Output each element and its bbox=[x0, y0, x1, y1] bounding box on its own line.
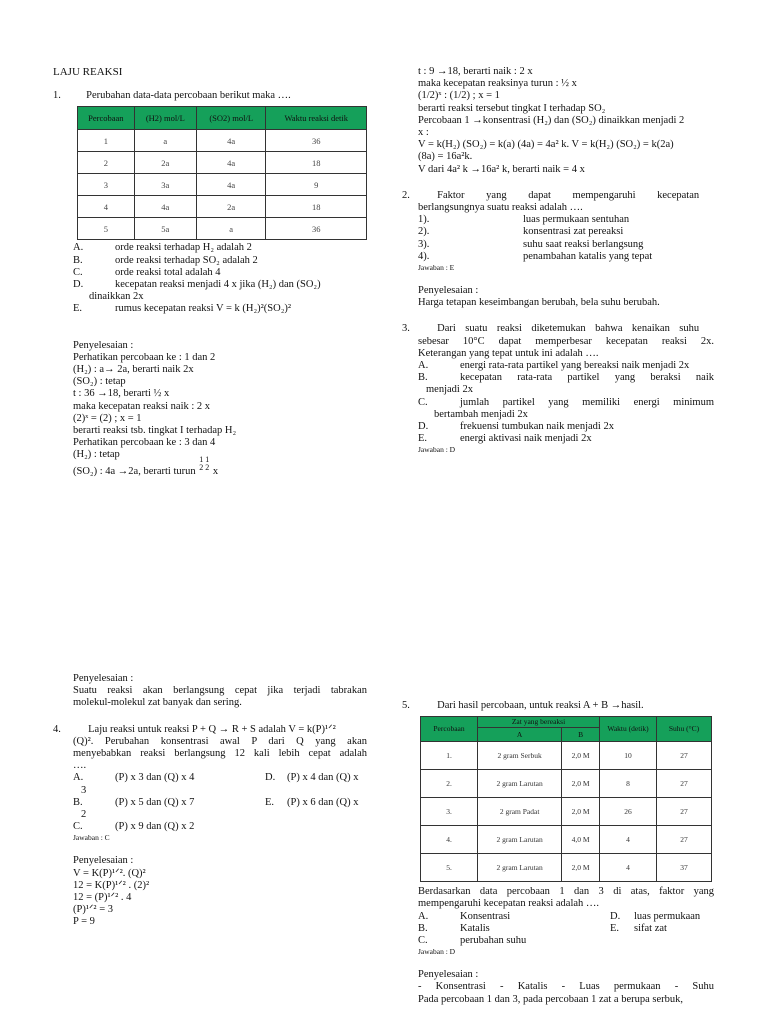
option-text: frekuensi tumbukan naik menjadi 2x bbox=[460, 421, 614, 433]
q5-table-header bbox=[421, 717, 712, 728]
q2-block bbox=[402, 190, 714, 310]
table-cell: 2. bbox=[421, 770, 478, 798]
solution-line: t : 9 →18, berarti naik : 2 x bbox=[418, 66, 533, 77]
solution-line: Perhatikan percobaan ke : 3 dan 4 bbox=[73, 437, 216, 449]
table-row bbox=[78, 152, 367, 174]
list-item bbox=[418, 214, 714, 226]
option-text: Katalis bbox=[460, 922, 490, 934]
fraction-half bbox=[199, 456, 203, 472]
solution-line: V = k(H₂) (SO₂) = k(a) (4a) = 4a² k. V = k(H₂) (SO₂) = k(2a) bbox=[418, 139, 674, 151]
frac-numerator: 1 bbox=[205, 455, 210, 465]
list-item bbox=[418, 239, 714, 251]
table-cell: 36 bbox=[266, 130, 367, 152]
table-cell: 2 gram Serbuk bbox=[478, 742, 562, 770]
table-cell: 2 bbox=[78, 152, 135, 174]
q4-text-4: …. bbox=[73, 760, 87, 772]
q2-text-1: Faktor yang dapat mempengaruhi kecepatan bbox=[437, 189, 700, 201]
frac-denominator: 2 bbox=[199, 463, 204, 473]
option-text: orde reaksi total adalah 4 bbox=[115, 266, 221, 278]
q5-body bbox=[402, 886, 714, 1006]
table-cell: 2 gram Larutan bbox=[478, 826, 562, 854]
q5-text: Dari hasil percobaan, untuk reaksi A + B →hasil. bbox=[437, 700, 644, 711]
q1-table bbox=[77, 106, 367, 240]
q4-text-2: (Q)². Perubahan konsentrasi awal P dari Q yang akan bbox=[73, 735, 367, 747]
page-title: LAJU REAKSI bbox=[53, 66, 123, 78]
option-key: E. bbox=[265, 796, 275, 808]
option-text: kecepatan rata-rata partikel yang beraksi naik bbox=[460, 372, 714, 384]
option-key: B. bbox=[418, 922, 428, 934]
solution-line: V dari 4a² k →16a² k, berarti naik = 4 x bbox=[418, 163, 585, 175]
q3-number: 3. bbox=[402, 323, 410, 335]
option-key: B. bbox=[73, 254, 83, 266]
table-row bbox=[421, 854, 712, 882]
table-cell: a bbox=[134, 130, 196, 152]
solution-line: (SO₂) : tetap bbox=[73, 376, 126, 388]
table-row bbox=[78, 218, 367, 240]
q3-text-2: sebesar 10°C dapat memperbesar kecepatan reaksi 2x. bbox=[418, 335, 714, 347]
q5-options-row bbox=[418, 911, 714, 923]
table-cell: 2 gram Padat bbox=[478, 798, 562, 826]
table-cell: 18 bbox=[266, 152, 367, 174]
option-key: D. bbox=[418, 421, 429, 433]
option-text: (P) x 9 dan (Q) x 2 bbox=[115, 821, 195, 833]
option-text: energi rata-rata partikel yang bereaksi naik menjadi 2x bbox=[460, 360, 690, 372]
table-row bbox=[421, 742, 712, 770]
item-text: konsentrasi zat pereaksi bbox=[523, 226, 624, 238]
option-key: E. bbox=[418, 433, 428, 445]
option-key: B. bbox=[418, 372, 428, 384]
q1-option-d-cont: dinaikkan 2x bbox=[89, 291, 144, 303]
table-cell: 9 bbox=[266, 174, 367, 196]
q1-solution bbox=[73, 340, 367, 478]
solution-line: Perhatikan percobaan ke : 1 dan 2 bbox=[73, 351, 216, 363]
frac-numerator: 1 bbox=[199, 455, 204, 465]
so2-text: (SO₂) : 4a →2a, berarti turun bbox=[73, 465, 196, 477]
table-cell: 2,0 M bbox=[562, 854, 600, 882]
bottom-right-column bbox=[402, 700, 714, 1006]
q1-table-header bbox=[78, 107, 367, 130]
table-cell: 2,0 M bbox=[562, 798, 600, 826]
table-cell: 27 bbox=[657, 770, 712, 798]
q3-option-b-cont: menjadi 2x bbox=[426, 384, 473, 396]
header-cell: Percobaan bbox=[421, 717, 478, 742]
option-key: C. bbox=[73, 266, 83, 278]
q5-options-row bbox=[418, 923, 714, 935]
q1-header-cell: (SO2) mol/L bbox=[196, 107, 266, 130]
solution-line: t : 36 →18, berarti ½ x bbox=[73, 388, 170, 400]
q4-options-row1b: 3 bbox=[81, 784, 87, 796]
q1-text: Perubahan data-data percobaan berikut maka …. bbox=[86, 90, 291, 102]
table-cell: 27 bbox=[657, 826, 712, 854]
q2-answer: Jawaban : E bbox=[418, 263, 455, 273]
table-cell: 3 bbox=[78, 174, 135, 196]
q4-body bbox=[53, 736, 367, 929]
q3-options bbox=[402, 360, 714, 455]
q5-table bbox=[420, 716, 712, 882]
item-num: 4). bbox=[418, 250, 430, 262]
table-cell: 2a bbox=[134, 152, 196, 174]
item-text: penambahan katalis yang tepat bbox=[523, 250, 653, 262]
q3-question-line1 bbox=[402, 323, 714, 335]
option-key: A. bbox=[418, 910, 429, 922]
q3-block bbox=[402, 323, 714, 455]
solution-line: (H₂) : a→ 2a, berarti naik 2x bbox=[73, 364, 194, 376]
q1-option-e bbox=[73, 303, 367, 315]
solution-line: P = 9 bbox=[73, 916, 95, 928]
option-text: (P) x 4 dan (Q) x bbox=[287, 772, 359, 784]
solution-line: 12 = K(P)¹ᐟ² . (2)² bbox=[73, 879, 150, 891]
table-cell: 5a bbox=[134, 218, 196, 240]
option-text: sifat zat bbox=[634, 922, 667, 934]
table-cell: 4 bbox=[78, 196, 135, 218]
table-row bbox=[421, 826, 712, 854]
solution-line: Penyelesaian : bbox=[73, 339, 134, 351]
q3-option-b bbox=[418, 372, 714, 384]
option-text: energi aktivasi naik menjadi 2x bbox=[460, 433, 592, 445]
table-cell: 5 bbox=[78, 218, 135, 240]
solution-line: maka kecepatan reaksinya turun : ½ x bbox=[418, 78, 577, 90]
q2-solution: Harga tetapan keseimbangan berubah, bela suhu berubah. bbox=[418, 297, 660, 309]
option-key: D. bbox=[265, 772, 276, 784]
option-key: E. bbox=[610, 922, 620, 934]
solution-line: (H₂) : tetap bbox=[73, 449, 120, 461]
item-num: 1). bbox=[418, 214, 430, 226]
option-key: B. bbox=[73, 796, 83, 808]
table-cell: 36 bbox=[266, 218, 367, 240]
q5-after-1: Berdasarkan data percobaan 1 dan 3 di atas, faktor yang bbox=[418, 886, 714, 898]
q4-number: 4. bbox=[53, 723, 61, 735]
q5-number: 5. bbox=[402, 700, 410, 711]
table-cell: 3. bbox=[421, 798, 478, 826]
q3-option-a bbox=[418, 360, 714, 372]
q1-number: 1. bbox=[53, 90, 61, 102]
header-cell: Suhu (°C) bbox=[657, 717, 712, 742]
table-row bbox=[78, 174, 367, 196]
q3-solution bbox=[73, 673, 367, 710]
solution-line: berarti reaksi tsb. tingkat I terhadap H₂ bbox=[73, 425, 237, 437]
table-cell: 4a bbox=[196, 174, 266, 196]
solution-line: Penyelesaian : bbox=[73, 855, 134, 867]
q1-option-a bbox=[73, 242, 367, 254]
q1-header-cell: Percobaan bbox=[78, 107, 135, 130]
q1-option-d bbox=[73, 279, 367, 291]
option-text: kecepatan reaksi menjadi 4 x jika (H₂) dan (SO₂) bbox=[115, 279, 321, 291]
q3-option-e bbox=[418, 433, 714, 445]
q1-option-c bbox=[73, 267, 367, 279]
option-key: A. bbox=[418, 360, 429, 372]
q4-block bbox=[53, 724, 367, 929]
q1-header-cell: Waktu reaksi detik bbox=[266, 107, 367, 130]
table-cell: 18 bbox=[266, 196, 367, 218]
table-cell: 4a bbox=[134, 196, 196, 218]
option-key: A. bbox=[73, 242, 84, 254]
q1-header-cell: (H2) mol/L bbox=[134, 107, 196, 130]
table-cell: 2 gram Larutan bbox=[478, 770, 562, 798]
left-column bbox=[53, 66, 367, 478]
solution-line: (P)¹ᐟ² = 3 bbox=[73, 904, 113, 916]
q5-solution-1: - Konsentrasi - Katalis - Luas permukaan - Suhu bbox=[418, 981, 714, 993]
q3-option-d bbox=[418, 421, 714, 433]
option-key: C. bbox=[418, 396, 428, 408]
table-cell: 4a bbox=[196, 152, 266, 174]
q5-options-row bbox=[418, 935, 714, 947]
header-cell: Waktu (detik) bbox=[600, 717, 657, 742]
solution-line: (8a) = 16a²k. bbox=[418, 151, 473, 163]
item-num: 3). bbox=[418, 238, 430, 250]
q3-answer: Jawaban : D bbox=[418, 445, 456, 455]
q5-answer: Jawaban : D bbox=[418, 947, 456, 957]
q3-text-1: Dari suatu reaksi diketemukan bahwa kenaikan suhu bbox=[437, 323, 700, 335]
solution-line: (1/2)ˣ : (1/2) ; x = 1 bbox=[418, 90, 500, 102]
list-item bbox=[418, 226, 714, 238]
q3-solution-line2: molekul-molekul zat banyak dan sering. bbox=[73, 697, 242, 709]
option-key: E. bbox=[73, 303, 83, 315]
table-row bbox=[421, 770, 712, 798]
q3-option-c bbox=[418, 397, 714, 409]
q2-number: 2. bbox=[402, 189, 410, 201]
table-cell: 27 bbox=[657, 798, 712, 826]
option-text: perubahan suhu bbox=[460, 935, 527, 947]
header-cell: B bbox=[562, 728, 600, 742]
table-cell: 4. bbox=[421, 826, 478, 854]
option-text: Konsentrasi bbox=[460, 910, 511, 922]
q2-question-line1 bbox=[402, 190, 714, 202]
fraction-half bbox=[205, 456, 209, 472]
solution-line: berarti reaksi tersebut tingkat I terhadap SO₂ bbox=[418, 102, 606, 114]
option-text: (P) x 3 dan (Q) x 4 bbox=[115, 772, 195, 784]
item-num: 2). bbox=[418, 226, 430, 238]
table-cell: 4,0 M bbox=[562, 826, 600, 854]
bottom-left-column bbox=[53, 673, 367, 929]
table-row bbox=[78, 196, 367, 218]
option-text: (P) x 6 dan (Q) x bbox=[287, 796, 359, 808]
option-key: D. bbox=[73, 279, 84, 291]
table-cell: 4 bbox=[600, 854, 657, 882]
table-cell: 3a bbox=[134, 174, 196, 196]
q4-text-1: Laju reaksi untuk reaksi P + Q → R + S adalah V = k(P)¹ᐟ² bbox=[88, 723, 336, 735]
q5-solution-title: Penyelesaian : bbox=[418, 969, 479, 981]
option-text: luas permukaan bbox=[634, 910, 701, 922]
q4-question-line1 bbox=[53, 724, 367, 736]
table-cell: 1. bbox=[421, 742, 478, 770]
q2-items bbox=[402, 214, 714, 309]
q1-question bbox=[53, 90, 367, 102]
option-key: D. bbox=[610, 910, 621, 922]
q3-text-3: Keterangan yang tepat untuk ini adalah …. bbox=[418, 347, 599, 359]
right-column bbox=[402, 66, 714, 455]
table-cell: 37 bbox=[657, 854, 712, 882]
table-cell: 10 bbox=[600, 742, 657, 770]
option-text: (P) x 5 dan (Q) x 7 bbox=[115, 796, 195, 808]
table-cell: 2a bbox=[196, 196, 266, 218]
table-cell: 1 bbox=[78, 130, 135, 152]
q2-solution-title: Penyelesaian : bbox=[418, 285, 479, 297]
table-cell: a bbox=[196, 218, 266, 240]
option-text: orde reaksi terhadap H₂ adalah 2 bbox=[115, 242, 252, 254]
header-cell: A bbox=[478, 728, 562, 742]
solution-line: maka kecepatan reaksi naik : 2 x bbox=[73, 400, 211, 412]
q1-option-b bbox=[73, 255, 367, 267]
q3-option-c-cont: bertambah menjadi 2x bbox=[434, 408, 528, 420]
q3-solution-title: Penyelesaian : bbox=[73, 673, 134, 684]
option-key: C. bbox=[73, 821, 83, 833]
option-text: orde reaksi terhadap SO₂ adalah 2 bbox=[115, 254, 258, 266]
q4-options-row2b: 2 bbox=[81, 809, 87, 821]
solution-line: Percobaan 1 →konsentrasi (H₂) dan (SO₂) dinaikkan menjadi 2 bbox=[418, 114, 685, 126]
table-cell: 27 bbox=[657, 742, 712, 770]
q5-solution-2: Pada percobaan 1 dan 3, pada percobaan 1 zat a berupa serbuk, bbox=[418, 993, 684, 1005]
q5-after-2: mempengaruhi kecepatan reaksi adalah …. bbox=[418, 898, 600, 910]
table-cell: 5. bbox=[421, 854, 478, 882]
solution-line: (2)ˣ = (2) ; x = 1 bbox=[73, 412, 142, 424]
q4-options-row2 bbox=[73, 797, 367, 809]
item-text: suhu saat reaksi berlangsung bbox=[523, 238, 644, 250]
table-row bbox=[78, 130, 367, 152]
item-text: luas permukaan sentuhan bbox=[523, 214, 630, 226]
solution-line: x : bbox=[418, 127, 429, 139]
q4-options-row3 bbox=[73, 821, 367, 833]
q5-question bbox=[402, 700, 714, 712]
table-cell: 4a bbox=[196, 130, 266, 152]
list-item bbox=[418, 251, 714, 263]
q4-answer: Jawaban : C bbox=[73, 833, 110, 843]
table-cell: 2,0 M bbox=[562, 742, 600, 770]
table-cell: 4 bbox=[600, 826, 657, 854]
q4-text-3: menyebabkan reaksi berlangsung 12 kali lebih cepat adalah bbox=[73, 748, 367, 760]
table-cell: 8 bbox=[600, 770, 657, 798]
solution-line: V = K(P)¹ᐟ². (Q)² bbox=[73, 867, 146, 879]
frac-denominator: 2 bbox=[205, 463, 210, 473]
q3-solution-line1: Suatu reaksi akan berlangsung cepat jika terjadi tabrakan bbox=[73, 685, 367, 697]
table-row bbox=[421, 798, 712, 826]
option-text: jumlah partikel yang memiliki energi minimum bbox=[460, 396, 714, 408]
option-text: rumus kecepatan reaksi V = k (H₂)²(SO₂)² bbox=[115, 303, 292, 315]
solution-line: 12 = (P)¹ᐟ² . 4 bbox=[73, 892, 132, 904]
table-cell: 26 bbox=[600, 798, 657, 826]
so2-tail: x bbox=[212, 465, 219, 477]
option-key: A. bbox=[73, 772, 84, 784]
option-key: C. bbox=[418, 935, 428, 947]
header-cell: Zat yang bereaksi bbox=[478, 717, 600, 728]
q1-options bbox=[73, 242, 367, 315]
q2-text-2: berlangsungnya suatu reaksi adalah …. bbox=[418, 202, 583, 214]
table-cell: 2,0 M bbox=[562, 770, 600, 798]
table-cell: 2 gram Larutan bbox=[478, 854, 562, 882]
q4-options-row1 bbox=[73, 772, 367, 784]
